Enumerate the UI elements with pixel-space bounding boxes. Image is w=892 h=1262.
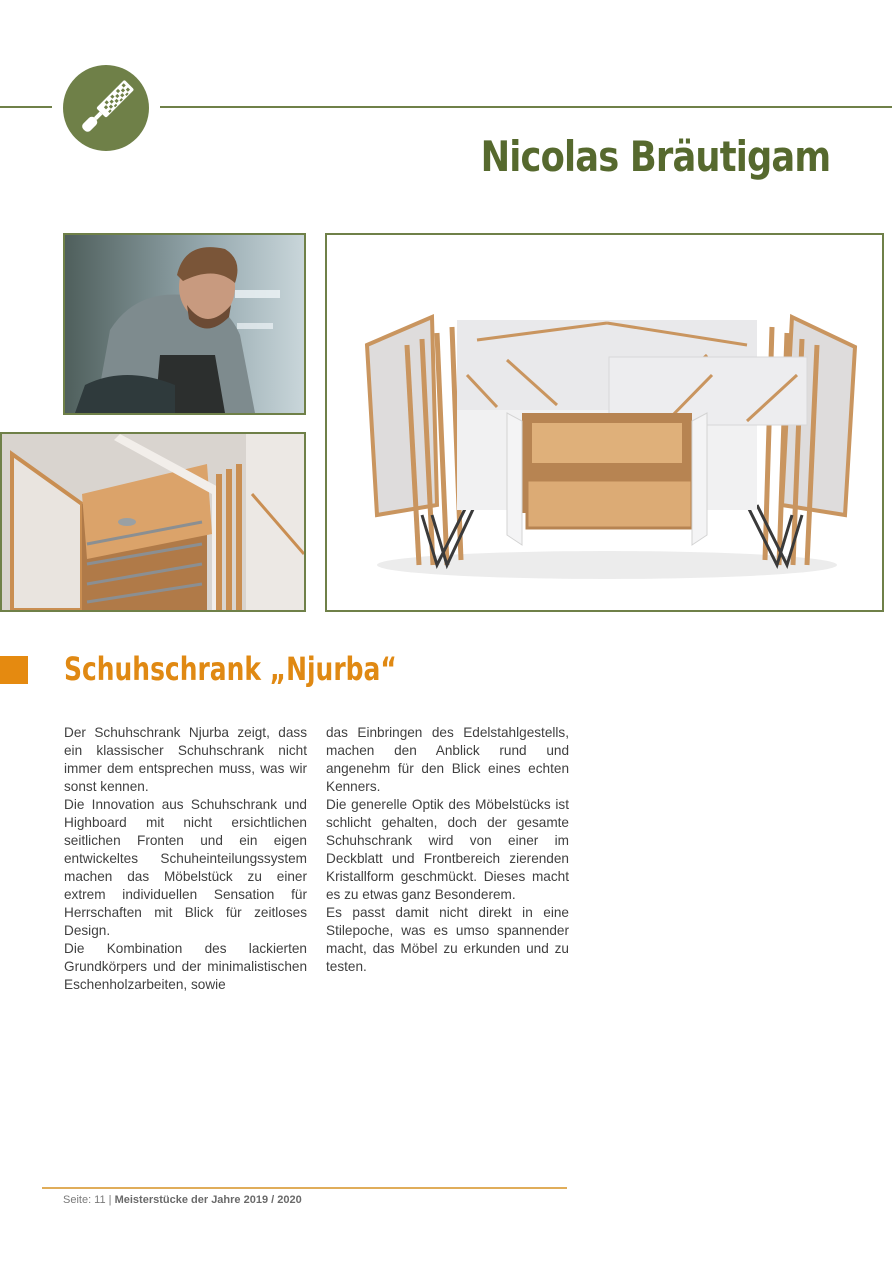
footer-rule <box>42 1187 567 1189</box>
article-left-column <box>64 724 307 994</box>
article-paragraph: das Einbringen des Edelstahlgestells, machen den Anblick rund und angenehm für den Blick eines echten Kenners. <box>326 725 569 794</box>
article-right-column <box>326 724 569 976</box>
article-paragraph: Es passt damit nicht direkt in eine Stilepoche, was es umso spannender macht, das Möbel zu erkunden und zu testen. <box>326 905 569 974</box>
header-rule-right <box>160 106 892 108</box>
craft-badge <box>63 65 149 151</box>
page-footer <box>63 1194 302 1206</box>
article-paragraph: Die Innovation aus Schuhschrank und Highboard mit nicht ersichtlichen seitlichen Fronten und ein eigen entwickeltes Schuheinteilungssystem machen das Möbelstück zu einer extrem individuellen Sensation für Herrschaften mit Blick für zeitloses Design. <box>64 797 307 938</box>
cabinet-detail-photo <box>0 432 306 612</box>
article-paragraph: Die generelle Optik des Möbelstücks ist schlicht gehalten, doch der gesamte Schuhschrank wird von einer im Deckblatt und Frontbereich zierenden Kristallform geschmückt. Dieses macht es zu etwas ganz Besonderem. <box>326 797 569 902</box>
section-title: Schuhschrank „Njurba“ <box>64 650 397 688</box>
maker-name: Nicolas Bräutigam <box>480 132 830 181</box>
section-marker <box>0 656 28 684</box>
rasp-file-tool-icon <box>63 65 149 151</box>
publication-title: Meisterstücke der Jahre 2019 / 2020 <box>114 1194 302 1206</box>
page-number: Seite: 11 | <box>63 1194 112 1206</box>
article-paragraph: Die Kombination des lackierten Grundkörpers und der minimalistischen Eschenholzarbeiten, sowie <box>64 941 307 992</box>
cabinet-main-photo <box>325 233 884 612</box>
article-paragraph: Der Schuhschrank Njurba zeigt, dass ein klassischer Schuhschrank nicht immer dem entsprechen muss, was wir sonst kennen. <box>64 725 307 794</box>
portrait-photo <box>63 233 306 415</box>
header-rule-left <box>0 106 52 108</box>
